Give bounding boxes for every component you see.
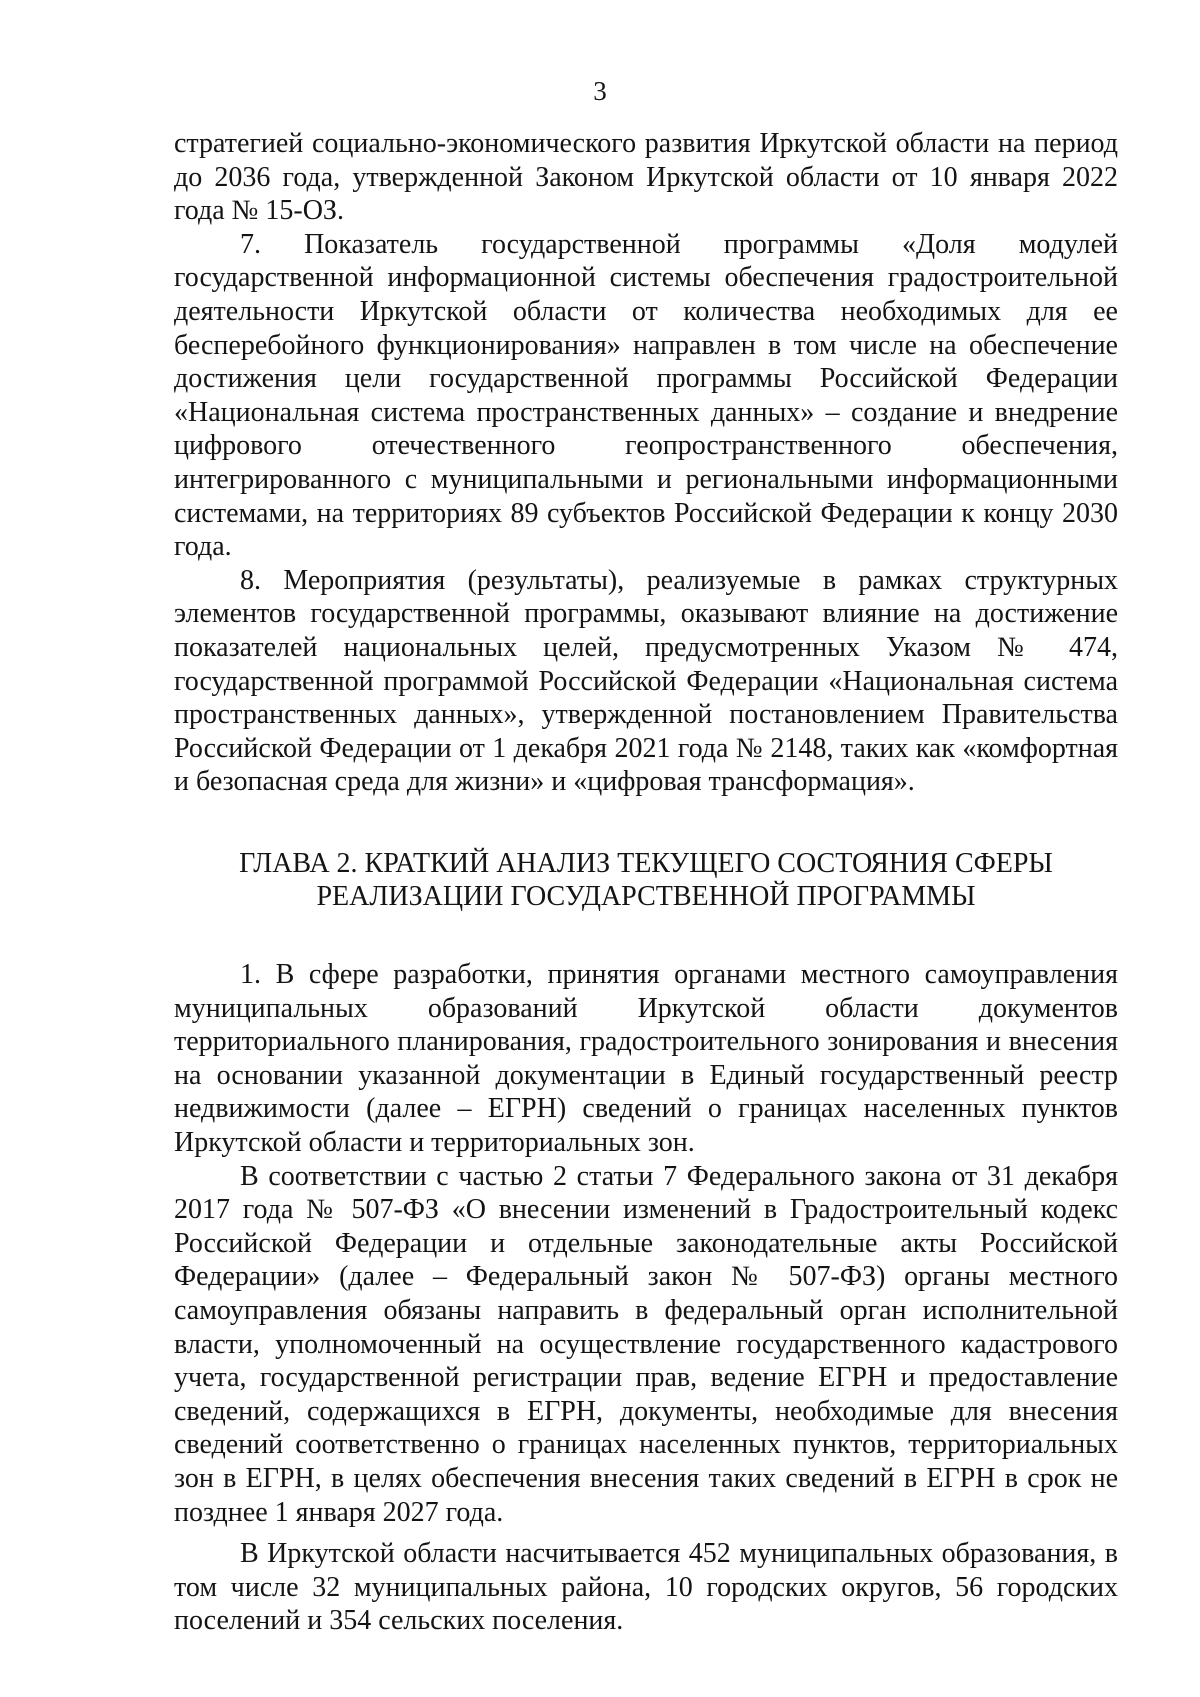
paragraph-strategy-continuation: стратегией социально-экономического развития Иркутской области на период до 2036 года, утвержденной Законом Иркутской области от 10 января 2022 года № 15-ОЗ.: [174, 128, 1118, 227]
paragraph-item-8: 8. Мероприятия (результаты), реализуемые в рамках структурных элементов государственной программы, оказывают влияние на достижение показателей национальных целей, предусмотренных Указом № 474, государственной программой Российской Федерации «Национальная система пространственных данных», утвержденной постановлением Правительства Российской Федерации от 1 декабря 2021 года № 2148, таких как «комфортная и безопасная среда для жизни» и «цифровая трансформация».: [174, 564, 1118, 798]
chapter-heading-line-2: РЕАЛИЗАЦИИ ГОСУДАРСТВЕННОЙ ПРОГРАММЫ: [316, 881, 976, 913]
paragraph-item-7: 7. Показатель государственной программы «Доля модулей государственной информационной системы обеспечения градостроительной деятельности Иркутской области от количества необходимых для ее бесперебойного функционирования» направлен в том числе на обеспечение достижения цели государственной программы Российской Федерации «Национальная система пространственных данных» – создание и внедрение цифрового отечественного геопространственного обеспечения, интегрированного с муниципальными и региональными информационными системами, на территориях 89 субъектов Российской Федерации к концу 2030 года.: [174, 228, 1118, 563]
page-number: 3: [593, 76, 607, 106]
document-body: [174, 127, 1118, 1638]
paragraph-federal-law: В соответствии с частью 2 статьи 7 Федерального закона от 31 декабря 2017 года № 507-ФЗ «О внесении изменений в Градостроительный кодекс Российской Федерации и отдельные законодательные акты Российской Федерации» (далее – Федеральный закон № 507-ФЗ) органы местного самоуправления обязаны направить в федеральный орган исполнительной власти, уполномоченный на осуществление государственного кадастрового учета, государственной регистрации прав, ведение ЕГРН и предоставление сведений, содержащихся в ЕГРН, документы, необходимые для внесения сведений соответственно о границах населенных пунктов, территориальных зон в ЕГРН, в целях обеспечения внесения таких сведений в ЕГРН в срок не позднее 1 января 2027 года.: [174, 1160, 1118, 1528]
chapter-heading-line-1: ГЛАВА 2. КРАТКИЙ АНАЛИЗ ТЕКУЩЕГО СОСТОЯНИЯ СФЕРЫ: [239, 847, 1053, 879]
chapter-heading: [174, 847, 1118, 914]
paragraph-municipalities-count: В Иркутской области насчитывается 452 муниципальных образования, в том числе 32 муниципальных района, 10 городских округов, 56 городских поселений и 354 сельских поселения.: [174, 1538, 1118, 1637]
paragraph-section-1: 1. В сфере разработки, принятия органами местного самоуправления муниципальных образований Иркутской области документов территориального планирования, градостроительного зонирования и внесения на основании указанной документации в Единый государственный реестр недвижимости (далее – ЕГРН) сведений о границах населенных пунктов Иркутской области и территориальных зон.: [174, 959, 1118, 1159]
